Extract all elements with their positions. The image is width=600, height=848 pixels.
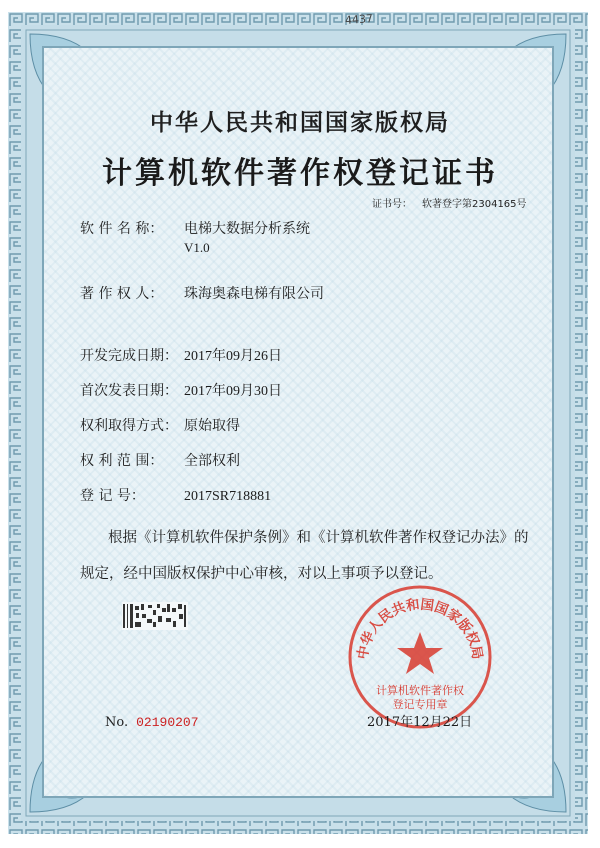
certificate-number — [372, 195, 527, 210]
official-seal — [345, 582, 495, 732]
issue-date: 2017年12月22日 — [367, 715, 473, 730]
field-acquisition-method — [80, 415, 240, 435]
seal-inner-line-1: 计算机软件著作权 — [376, 684, 464, 697]
certificate-number-value: 软著登字第2304165号 — [422, 199, 527, 210]
certificate-title: 计算机软件著作权登记证书 — [102, 156, 498, 191]
field-registration-number — [80, 485, 271, 505]
field-value: 电梯大数据分析系统 — [184, 222, 310, 237]
field-value: 珠海奥森电梯有限公司 — [184, 287, 324, 302]
field-label: 著 作 权 人： — [80, 286, 164, 302]
field-software-name — [80, 218, 310, 256]
seal-ring-text: 中华人民共和国国家版权局 — [354, 596, 486, 661]
field-label: 开发完成日期： — [80, 348, 178, 364]
serial-number — [105, 715, 199, 730]
certificate-number-label: 证书号： — [372, 199, 412, 210]
field-label: 软 件 名 称： — [80, 221, 164, 237]
field-copyright-owner — [80, 283, 324, 303]
field-label: 首次发表日期： — [80, 383, 178, 399]
statement-line-1: 根据《计算机软件保护条例》和《计算机软件著作权登记办法》的 — [108, 530, 529, 546]
field-value: 2017年09月26日 — [184, 349, 282, 364]
statement-line-2: 规定，经中国版权保护中心审核，对以上事项予以登记。 — [80, 566, 443, 582]
handwritten-note: 4437 — [344, 12, 374, 27]
issuing-authority: 中华人民共和国国家版权局 — [150, 109, 450, 136]
field-value: 全部权利 — [184, 454, 240, 469]
field-label: 登 记 号： — [80, 488, 145, 504]
star-icon — [397, 632, 443, 674]
serial-label: No. — [105, 715, 129, 730]
field-rights-scope — [80, 450, 240, 470]
software-version: V1.0 — [184, 240, 210, 255]
field-label: 权利取得方式： — [80, 418, 178, 434]
field-value: 2017SR718881 — [184, 489, 272, 504]
field-publication-date — [80, 380, 282, 400]
barcode-icon — [122, 602, 188, 630]
field-development-date — [80, 345, 282, 365]
serial-value: 02190207 — [136, 715, 199, 730]
seal-inner-line-2: 登记专用章 — [392, 698, 448, 711]
field-label: 权 利 范 围： — [80, 453, 164, 469]
field-value: 2017年09月30日 — [184, 384, 282, 399]
field-value: 原始取得 — [184, 419, 240, 434]
